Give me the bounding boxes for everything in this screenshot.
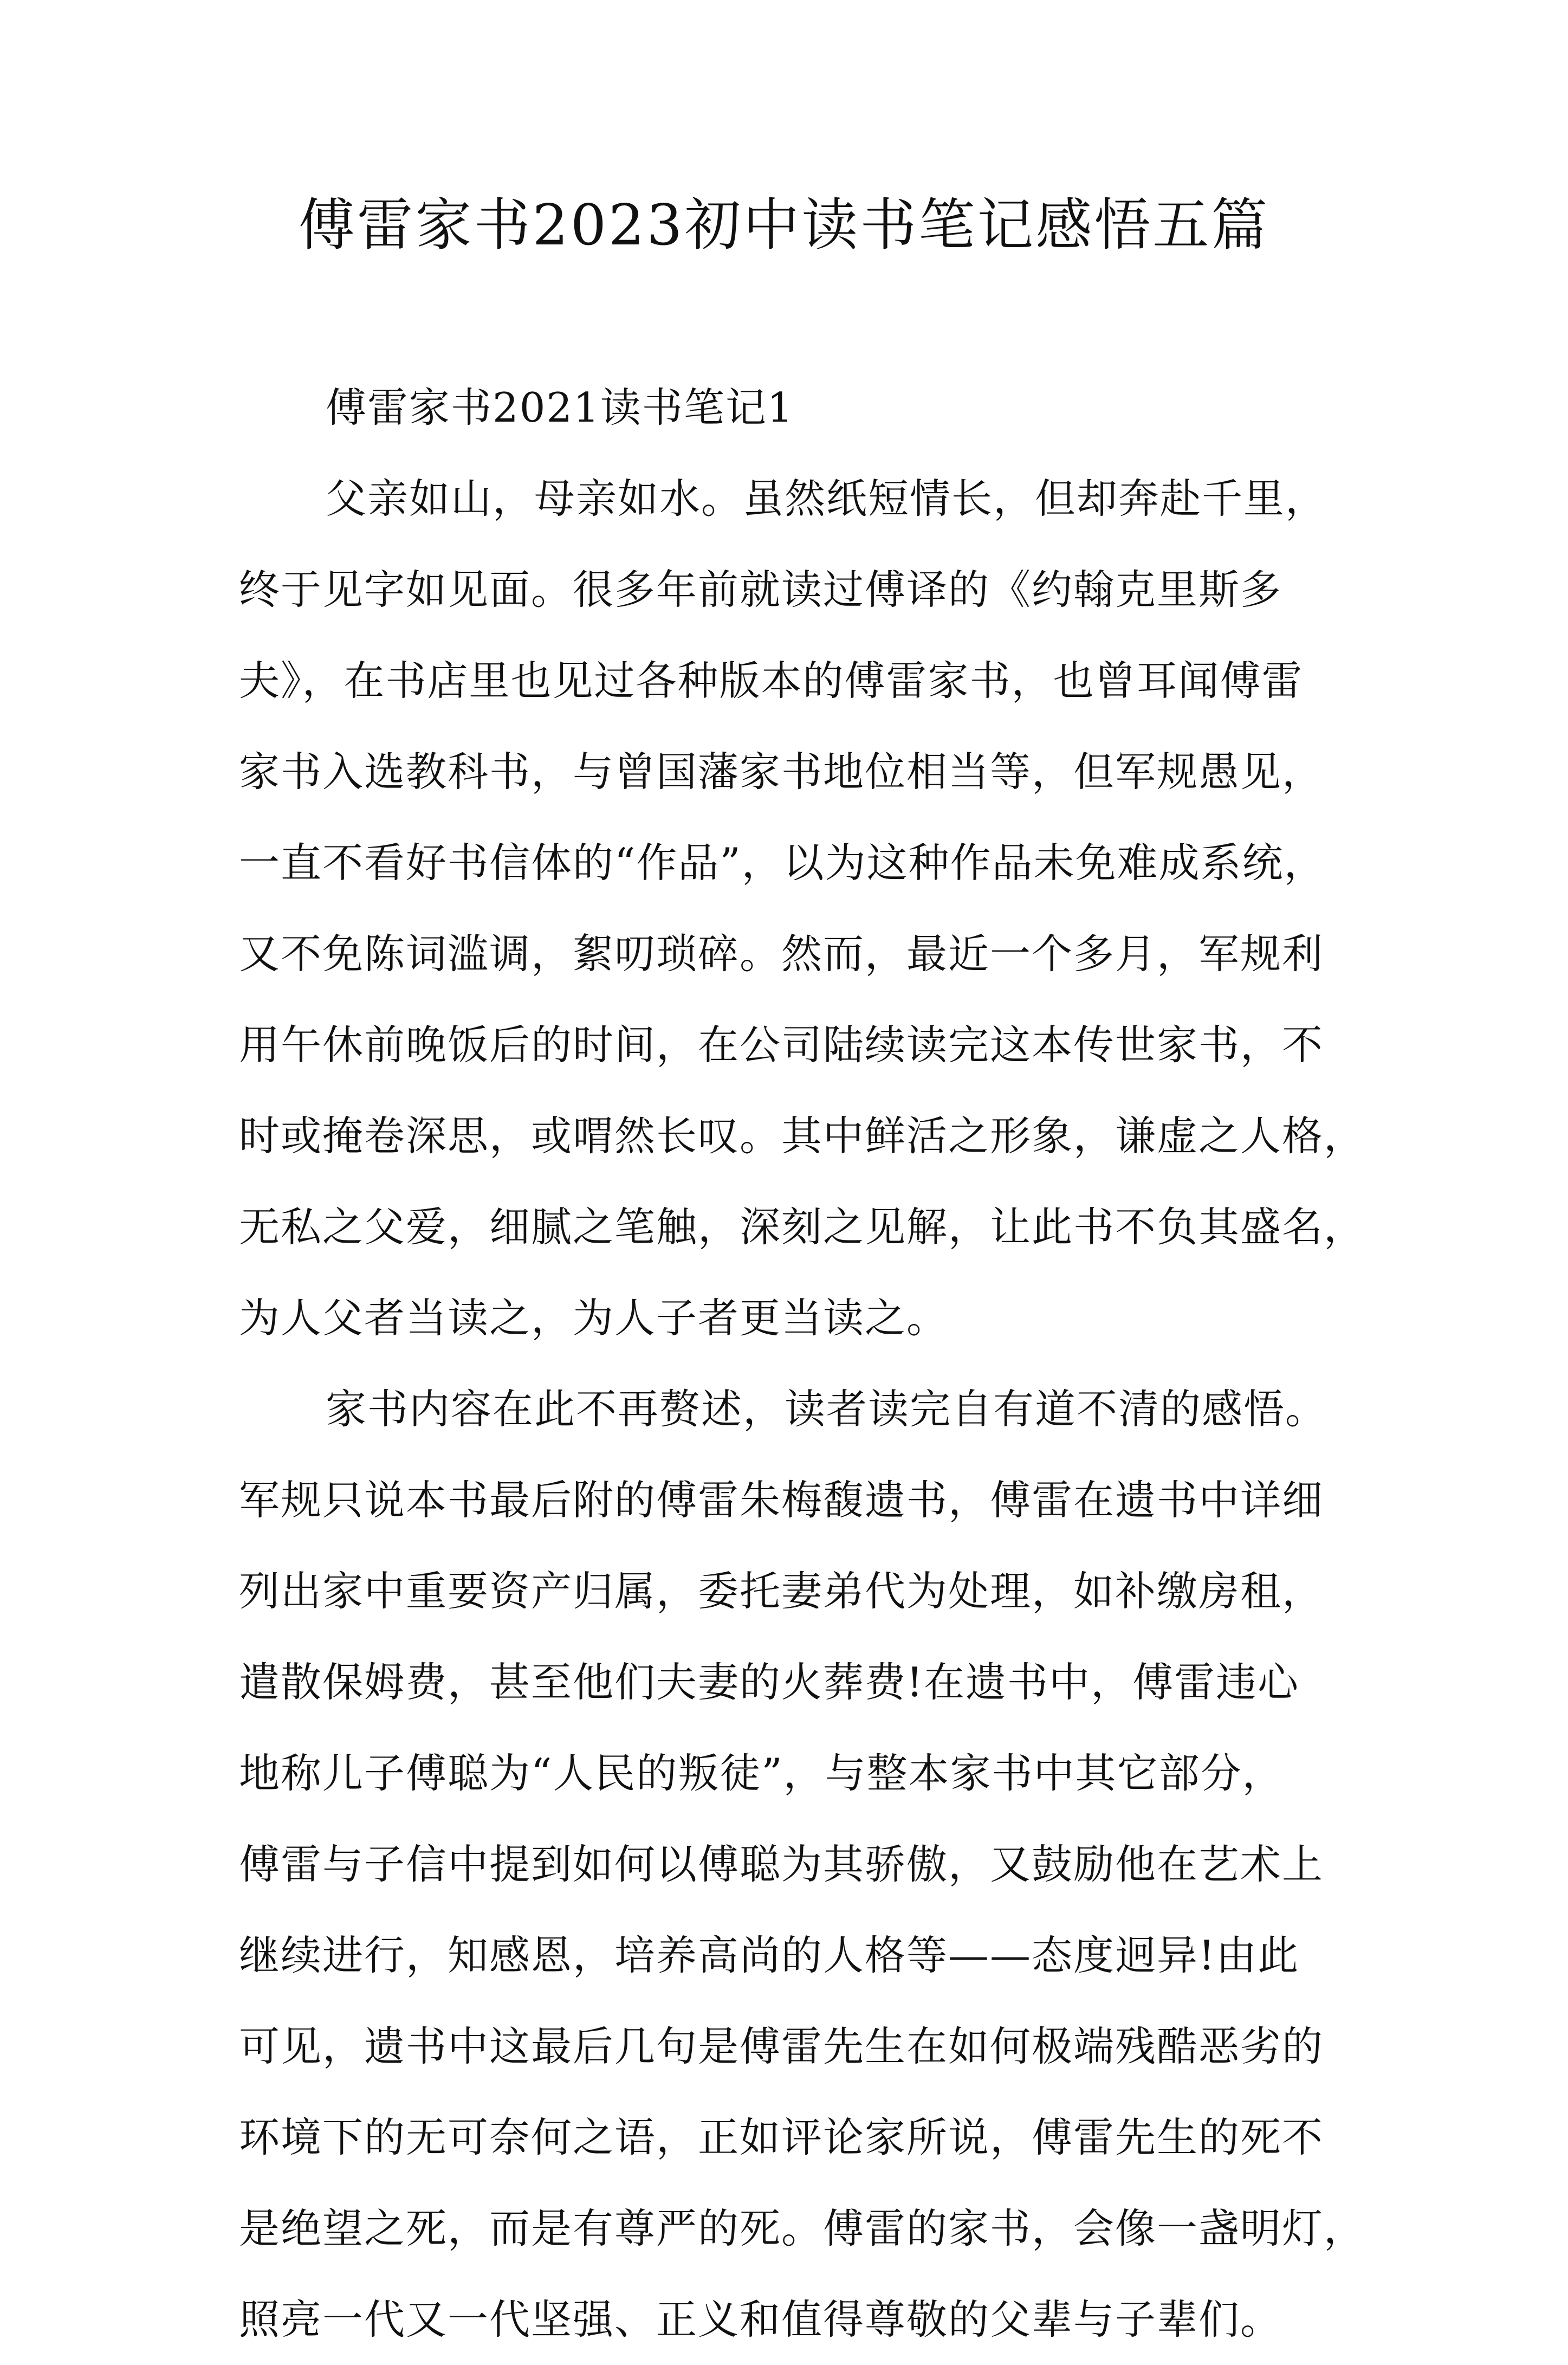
text-line: 终于见字如见面。很多年前就读过傅译的《约翰克里斯多 — [239, 566, 1282, 613]
text-line: 父亲如山，母亲如水。虽然纸短情长，但却奔赴千里， — [326, 475, 1327, 522]
text-line: 傅雷与子信中提到如何以傅聪为其骄傲，又鼓励他在艺术上 — [239, 1840, 1324, 1888]
text-line: 为人父者当读之，为人子者更当读之。 — [239, 1294, 949, 1342]
text-line: 用午休前晚饭后的时间，在公司陆续读完这本传世家书，不 — [239, 1021, 1324, 1069]
text-line: 时或掩卷深思，或喟然长叹。其中鲜活之形象，谦虚之人格， — [239, 1112, 1366, 1160]
text-line: 家书入选教科书，与曾国藩家书地位相当等，但军规愚见， — [239, 748, 1324, 796]
text-line: 无私之父爱，细腻之笔触，深刻之见解，让此书不负其盛名， — [239, 1203, 1366, 1251]
document-body — [239, 362, 1366, 2365]
text-line: 地称儿子傅聪为“人民的叛徒”，与整本家书中其它部分， — [239, 1749, 1284, 1797]
text-line: 家书内容在此不再赘述，读者读完自有道不清的感悟。 — [326, 1385, 1327, 1433]
section-heading: 傅雷家书2021读书笔记1 — [326, 384, 794, 431]
text-line: 是绝望之死，而是有尊严的死。傅雷的家书，会像一盏明灯， — [239, 2205, 1366, 2252]
text-line: 一直不看好书信体的“作品”，以为这种作品未免难成系统， — [239, 839, 1326, 887]
text-line: 照亮一代又一代坚强、正义和值得尊敬的父辈与子辈们。 — [239, 2296, 1282, 2343]
text-line: 环境下的无可奈何之语，正如评论家所说，傅雷先生的死不 — [239, 2114, 1324, 2161]
text-line: 夫》，在书店里也见过各种版本的傅雷家书，也曾耳闻傅雷 — [239, 657, 1304, 705]
text-line: 军规只说本书最后附的傅雷朱梅馥遗书，傅雷在遗书中详细 — [239, 1476, 1324, 1524]
document-title: 傅雷家书2023初中读书笔记感悟五篇 — [298, 192, 1270, 258]
text-line: 继续进行，知感恩，培养高尚的人格等——态度迥异!由此 — [239, 1931, 1300, 1979]
paragraph-1 — [239, 453, 1366, 1364]
text-line: 可见，遗书中这最后几句是傅雷先生在如何极端残酷恶劣的 — [239, 2022, 1324, 2070]
text-line: 列出家中重要资产归属，委托妻弟代为处理，如补缴房租， — [239, 1567, 1324, 1615]
text-line: 又不免陈词滥调，絮叨琐碎。然而，最近一个多月，军规利 — [239, 930, 1324, 978]
paragraph-2 — [239, 1364, 1366, 2365]
text-line: 遣散保姆费，甚至他们夫妻的火葬费!在遗书中，傅雷违心 — [239, 1658, 1300, 1706]
